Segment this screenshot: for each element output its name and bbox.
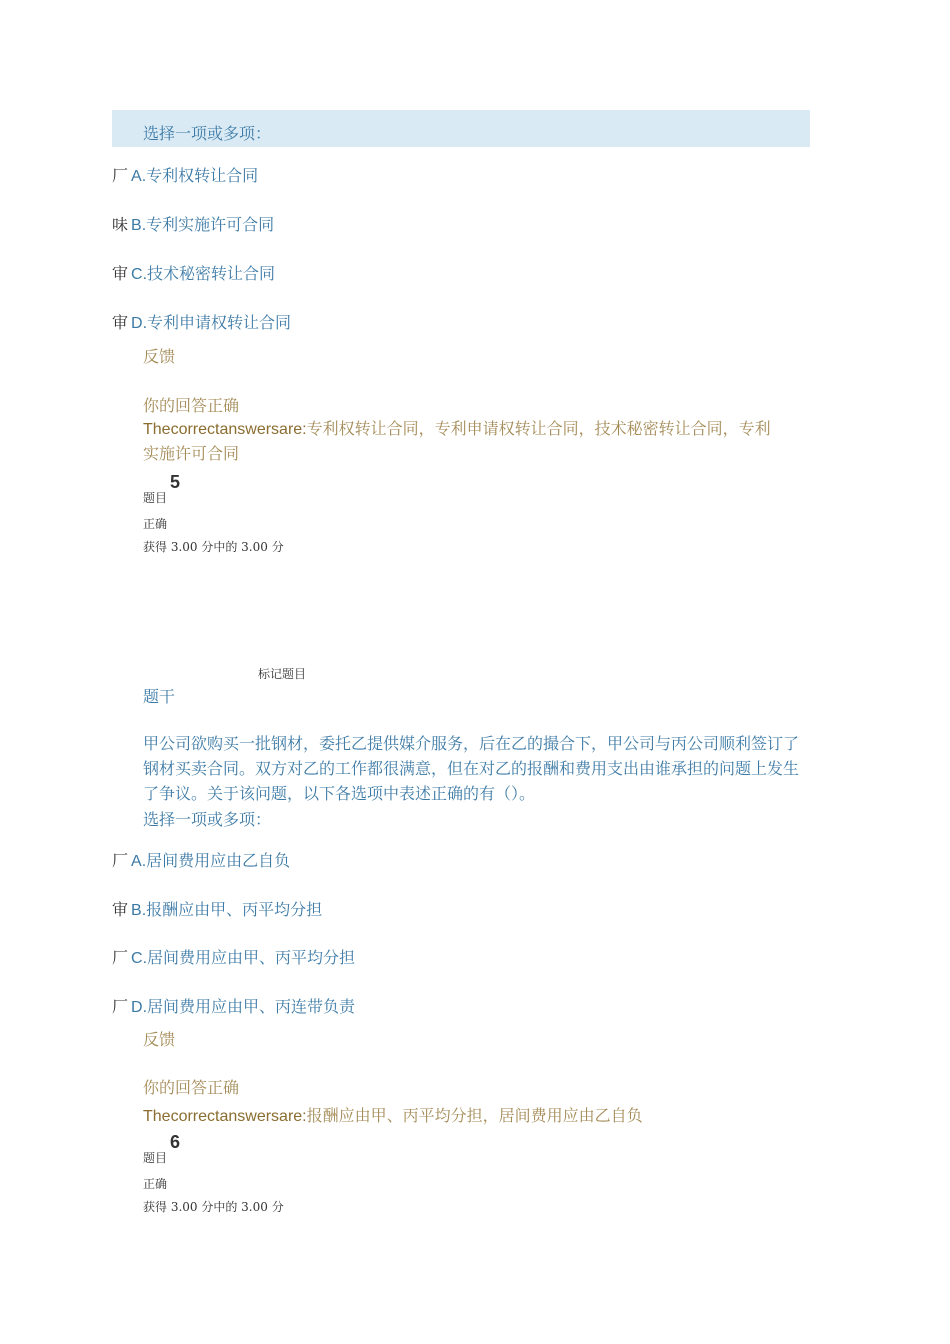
answer-text: 报酬应由甲、丙平均分担，居间费用应由乙自负	[306, 1106, 643, 1125]
option-letter: B.	[131, 902, 147, 919]
option-letter: C.	[131, 266, 148, 283]
feedback-result: 你的回答正确	[143, 396, 240, 415]
option-b[interactable]	[112, 212, 274, 235]
question-score: 获得 3.00 分中的 3.00 分	[143, 1200, 284, 1214]
checkbox-icon[interactable]: 厂	[112, 948, 129, 967]
answer-prefix: Thecorrectanswersare:	[143, 1108, 307, 1125]
feedback-title: 反馈	[143, 347, 176, 366]
option-letter: A.	[131, 853, 147, 870]
question-score: 获得 3.00 分中的 3.00 分	[143, 540, 284, 554]
option-text: 居间费用应由甲、丙连带负责	[147, 997, 356, 1016]
checkbox-icon[interactable]: 味	[112, 215, 129, 234]
feedback-result: 你的回答正确	[143, 1078, 240, 1097]
option-c[interactable]	[112, 261, 275, 284]
option-b[interactable]	[112, 897, 322, 920]
question-label: 题目	[143, 1151, 168, 1165]
checkbox-icon[interactable]: 审	[112, 313, 129, 332]
question-label: 题目	[143, 491, 168, 505]
option-text: 专利实施许可合同	[146, 215, 275, 234]
checkbox-icon[interactable]: 厂	[112, 997, 129, 1016]
checkbox-icon[interactable]: 厂	[112, 851, 129, 870]
prompt-text: 选择一项或多项：	[143, 810, 272, 829]
option-text: 报酬应由甲、丙平均分担	[146, 900, 323, 919]
option-letter: B.	[131, 217, 147, 234]
option-letter: D.	[131, 999, 148, 1016]
option-letter: D.	[131, 315, 148, 332]
option-text: 居间费用应由乙自负	[146, 851, 291, 870]
option-text: 专利权转让合同	[146, 166, 259, 185]
option-a[interactable]	[112, 163, 258, 186]
option-a[interactable]	[112, 848, 290, 871]
question-stem: 甲公司欲购买一批钢材，委托乙提供媒介服务，后在乙的撮合下，甲公司与丙公司顺利签订了钢材买卖合同。双方对乙的工作都很满意，但在对乙的报酬和费用支出由谁承担的问题上发生了争议。关于该问题，以下各选项中表述正确的有（）。	[143, 734, 800, 803]
stem-title: 题干	[143, 687, 176, 706]
option-letter: C.	[131, 950, 148, 967]
option-c[interactable]	[112, 945, 355, 968]
question-number: 6	[170, 1132, 181, 1152]
answer-line1: 专利权转让合同，专利申请权转让合同，技术秘密转让合同，专利	[306, 419, 771, 438]
question-status: 正确	[143, 1177, 168, 1191]
checkbox-icon[interactable]: 审	[112, 900, 129, 919]
answer-prefix: Thecorrectanswersare:	[143, 421, 307, 438]
option-text: 专利申请权转让合同	[147, 313, 292, 332]
checkbox-icon[interactable]: 厂	[112, 166, 129, 185]
option-d[interactable]	[112, 994, 355, 1017]
feedback-title: 反馈	[143, 1030, 176, 1049]
correct-answer	[143, 416, 771, 442]
option-text: 技术秘密转让合同	[147, 264, 276, 283]
checkbox-icon[interactable]: 审	[112, 264, 129, 283]
answer-line2: 实施许可合同	[143, 444, 240, 463]
question-number: 5	[170, 472, 181, 492]
option-d[interactable]	[112, 310, 291, 333]
flag-question-link[interactable]: 标记题目	[258, 667, 307, 681]
option-letter: A.	[131, 168, 147, 185]
option-text: 居间费用应由甲、丙平均分担	[147, 948, 356, 967]
prompt-text: 选择一项或多项：	[143, 124, 272, 143]
correct-answer	[143, 1103, 643, 1129]
question-status: 正确	[143, 517, 168, 531]
